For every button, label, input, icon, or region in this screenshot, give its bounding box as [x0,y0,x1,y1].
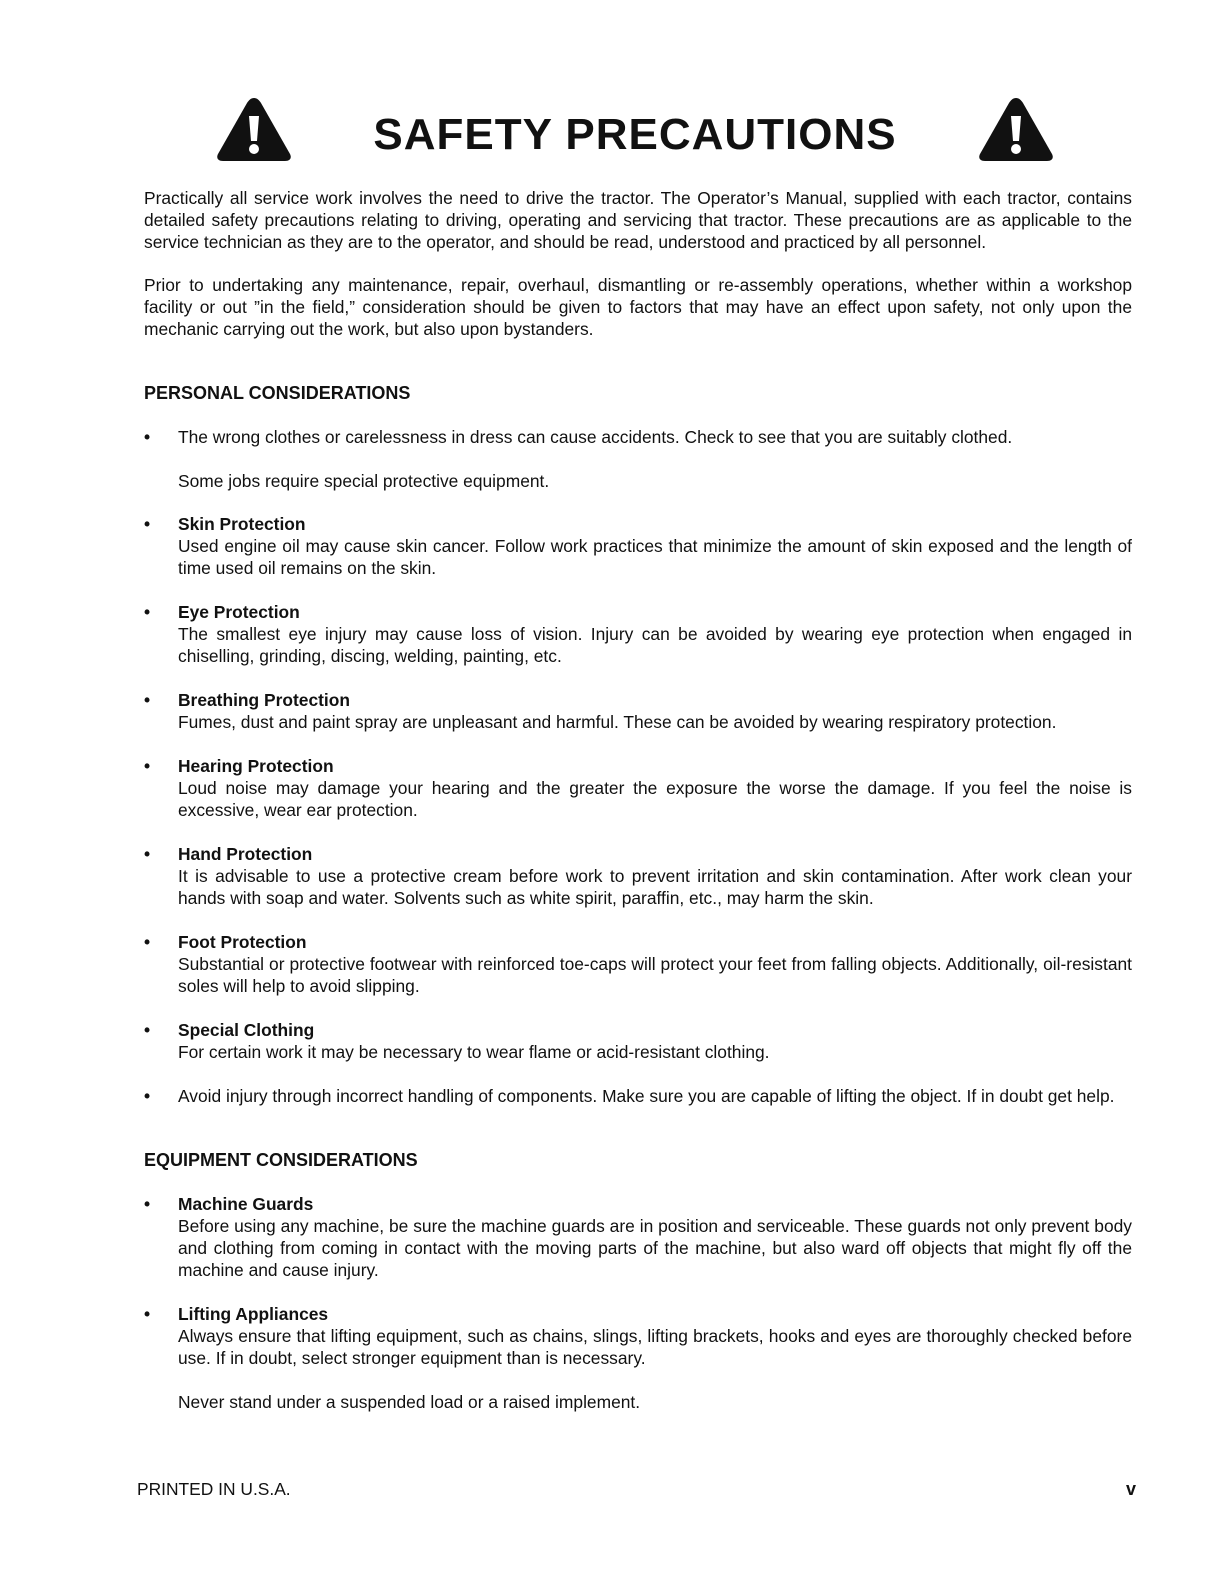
bullet-icon [144,601,154,623]
item-body: It is advisable to use a protective cream before work to prevent irritation and skin contamination. After work clean your hands with soap and water. Solvents such as white spirit, paraffin, etc., may harm the skin. [178,866,1132,908]
list-item-foot-protection [144,931,1132,997]
list-item [144,426,1132,448]
bullet-icon [144,689,154,711]
list-item-breathing-protection [144,689,1132,733]
bullet-icon [144,1019,154,1041]
item-heading: Lifting Appliances [178,1304,329,1324]
bullet-text: The wrong clothes or carelessness in dress can cause accidents. Check to see that you are suitably clothed. [178,427,1013,447]
bullet-icon [144,1085,154,1107]
bullet-icon [144,426,154,448]
bullet-icon [144,843,154,865]
item-body: Substantial or protective footwear with reinforced toe-caps will protect your feet from falling objects. Additionally, oil-resistant soles will help to avoid slipping. [178,954,1132,996]
warning-triangle-icon [978,96,1054,162]
bullet-icon [144,755,154,777]
item-heading: Foot Protection [178,932,307,952]
item-heading: Eye Protection [178,602,300,622]
item-heading: Hearing Protection [178,756,334,776]
item-body: Always ensure that lifting equipment, such as chains, slings, lifting brackets, hooks and eyes are thoroughly checked before use. If in doubt, select stronger equipment than is necessary. [178,1326,1132,1368]
intro-paragraph: Prior to undertaking any maintenance, repair, overhaul, dismantling or re-assembly operations, whether within a workshop facility or out ”in the field,” consideration should be given to factors that may have an effect upon safety, not only upon the mechanic carrying out the work, but also upon bystanders. [144,275,1132,339]
item-heading: Machine Guards [178,1194,314,1214]
section-heading-equipment: EQUIPMENT CONSIDERATIONS [144,1150,418,1170]
bullet-icon [144,931,154,953]
item-body: Fumes, dust and paint spray are unpleasant and harmful. These can be avoided by wearing respiratory protection. [178,712,1057,732]
bullet-text: Avoid injury through incorrect handling of components. Make sure you are capable of lifting the object. If in doubt get help. [178,1086,1115,1106]
title-row [0,96,1224,166]
page-number: v [1126,1479,1137,1499]
list-item [144,1085,1132,1107]
printed-in-label: PRINTED IN U.S.A. [137,1479,291,1499]
list-item-hearing-protection [144,755,1132,821]
list-item-special-clothing [144,1019,1132,1063]
item-heading: Skin Protection [178,514,306,534]
list-item-lifting-appliances [144,1303,1132,1369]
item-body: Used engine oil may cause skin cancer. Follow work practices that minimize the amount of skin exposed and the length of time used oil remains on the skin. [178,536,1132,578]
item-heading: Breathing Protection [178,690,350,710]
intro-paragraph: Practically all service work involves the need to drive the tractor. The Operator’s Manual, supplied with each tractor, contains detailed safety precautions relating to driving, operating and servicing that tractor. These precautions are as applicable to the service technician as they are to the operator, and should be read, understood and practiced by all personnel. [144,188,1132,252]
list-item-hand-protection [144,843,1132,909]
item-heading: Hand Protection [178,844,313,864]
item-heading: Special Clothing [178,1020,315,1040]
bullet-followup: Never stand under a suspended load or a raised implement. [178,1392,641,1412]
bullet-icon [144,1193,154,1215]
warning-triangle-icon [216,96,292,162]
section-heading-personal: PERSONAL CONSIDERATIONS [144,383,411,403]
bullet-icon [144,513,154,535]
bullet-followup: Some jobs require special protective equipment. [178,471,550,491]
bullet-icon [144,1303,154,1325]
list-item-machine-guards [144,1193,1132,1281]
list-item-skin-protection [144,513,1132,579]
page-content [144,187,1132,1434]
item-body: Before using any machine, be sure the machine guards are in position and serviceable. These guards not only prevent body and clothing from coming in contact with the moving parts of the machine, but also ward off objects that might fly off the machine and cause injury. [178,1216,1132,1280]
page-title: SAFETY PRECAUTIONS [373,110,897,159]
item-body: For certain work it may be necessary to wear flame or acid-resistant clothing. [178,1042,770,1062]
list-item-eye-protection [144,601,1132,667]
item-body: The smallest eye injury may cause loss of vision. Injury can be avoided by wearing eye protection when engaged in chiselling, grinding, discing, welding, painting, etc. [178,624,1132,666]
item-body: Loud noise may damage your hearing and the greater the exposure the worse the damage. If you feel the noise is excessive, wear ear protection. [178,778,1132,820]
